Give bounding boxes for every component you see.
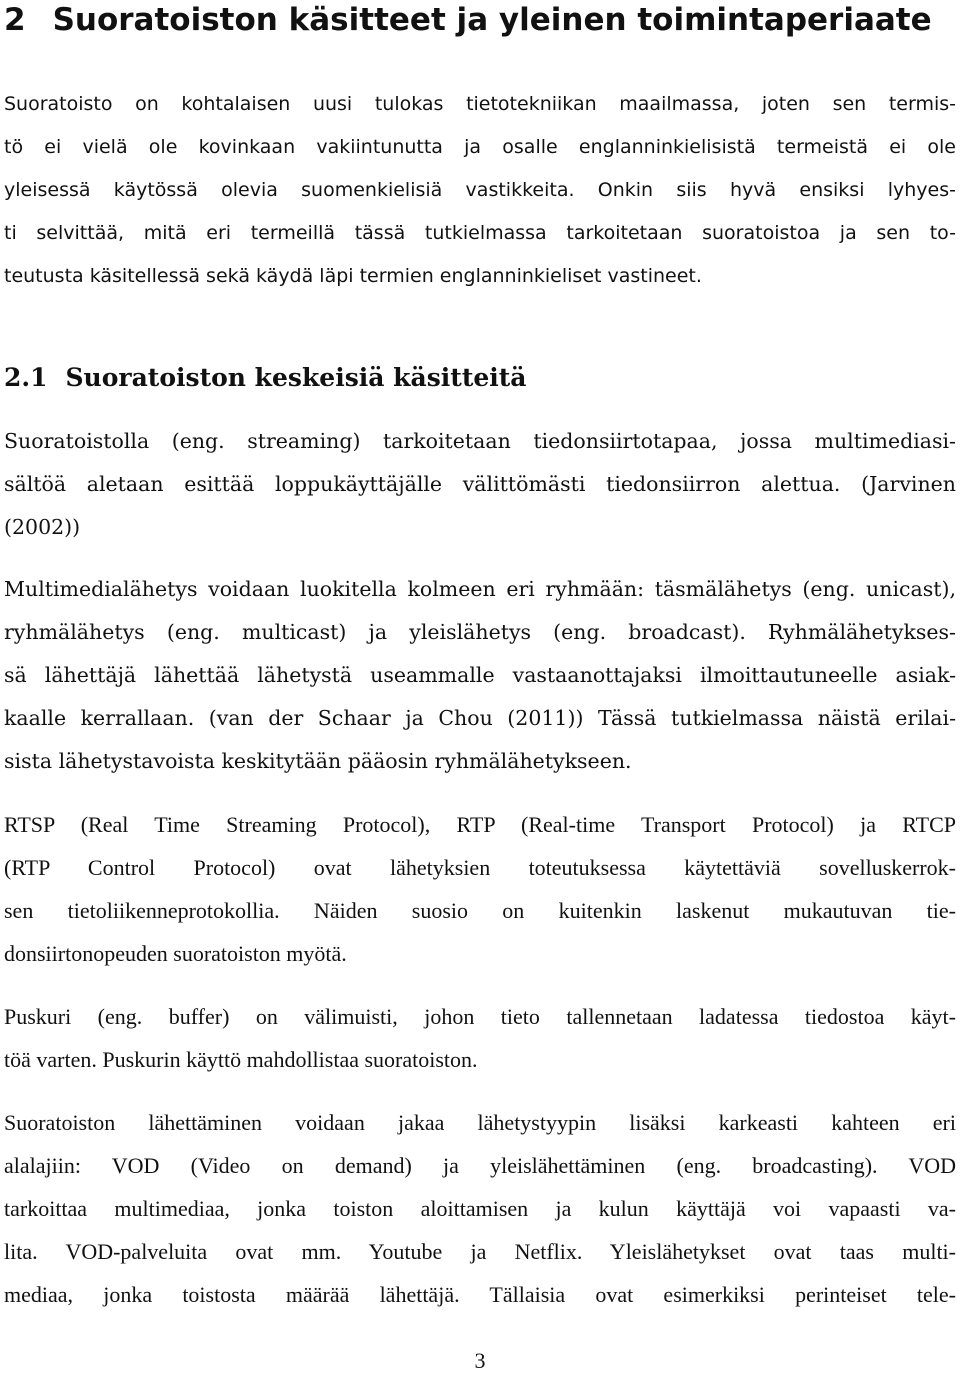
text-line: tarkoittaa multimediaa, jonka toiston aloittamisen ja kulun käyttäjä voi vapaasti va- — [4, 1196, 956, 1221]
text-line: RTSP (Real Time Streaming Protocol), RTP (Real-time Transport Protocol) ja RTCP — [4, 812, 956, 837]
paragraph-vod — [4, 1101, 956, 1316]
text-line: (2002)) — [4, 515, 81, 539]
section-heading — [4, 358, 527, 398]
text-line: sista lähetystavoista keskitytään pääosin ryhmälähetykseen. — [4, 749, 632, 773]
text-line: töä varten. Puskurin käyttö mahdollistaa suoratoiston. — [4, 1047, 478, 1072]
text-line: Suoratoisto on kohtalaisen uusi tulokas tietotekniikan maailmassa, joten sen termis- — [4, 93, 956, 115]
text-line: Suoratoistolla (eng. streaming) tarkoitetaan tiedonsiirtotapaa, jossa multimediasi- — [4, 429, 956, 453]
paragraph-buffer — [4, 995, 956, 1081]
text-line: sä lähettäjä lähettää lähetystä useammalle vastaanottajaksi ilmoittautuneelle asiak- — [4, 663, 956, 687]
text-line: ryhmälähetys (eng. multicast) ja yleislähetys (eng. broadcast). Ryhmälähetykses- — [4, 620, 956, 644]
paragraph-streaming — [4, 420, 956, 549]
chapter-heading — [4, 0, 956, 40]
chapter-title: Suoratoiston käsitteet ja yleinen toimintaperiaate — [52, 2, 932, 38]
paragraph-multicast — [4, 568, 956, 783]
text-line: sältöä aletaan esittää loppukäyttäjälle välittömästi tiedonsiirron alettua. (Jarvinen — [4, 472, 956, 496]
text-line: tö ei vielä ole kovinkaan vakiintunutta ja osalle englanninkielisistä termeistä ei ole — [4, 136, 956, 158]
text-line: donsiirtonopeuden suoratoiston myötä. — [4, 941, 347, 966]
page-number: 3 — [474, 1348, 486, 1373]
text-line: Multimedialähetys voidaan luokitella kolmeen eri ryhmään: täsmälähetys (eng. unicast), — [4, 577, 956, 601]
text-line: teutusta käsitellessä sekä käydä läpi termien englanninkieliset vastineet. — [4, 265, 702, 287]
text-line: sen tietoliikenneprotokollia. Näiden suosio on kuitenkin laskenut mukautuvan tie- — [4, 898, 956, 923]
text-line: ti selvittää, mitä eri termeillä tässä tutkielmassa tarkoitetaan suoratoistoa ja sen to- — [4, 222, 956, 244]
section-title: Suoratoiston keskeisiä käsitteitä — [65, 363, 527, 392]
text-line: yleisessä käytössä olevia suomenkielisiä vastikkeita. Onkin siis hyvä ensiksi lyhyes- — [4, 179, 956, 201]
text-line: mediaa, jonka toistosta määrää lähettäjä. Tällaisia ovat esimerkiksi perinteiset tele- — [4, 1282, 956, 1307]
text-line: lita. VOD-palveluita ovat mm. Youtube ja Netflix. Yleislähetykset ovat taas multi- — [4, 1239, 956, 1264]
text-line: (RTP Control Protocol) ovat lähetyksien toteutuksessa käytettäviä sovelluskerrok- — [4, 855, 956, 880]
text-line: Suoratoiston lähettäminen voidaan jakaa lähetystyypin lisäksi karkeasti kahteen eri — [4, 1110, 956, 1135]
intro-paragraph — [4, 83, 956, 298]
section-number: 2.1 — [4, 363, 48, 392]
paragraph-protocols — [4, 803, 956, 975]
text-line: kaalle kerrallaan. (van der Schaar ja Chou (2011)) Tässä tutkielmassa näistä erilai- — [4, 706, 956, 730]
text-line: Puskuri (eng. buffer) on välimuisti, johon tieto tallennetaan ladatessa tiedostoa käyt- — [4, 1004, 956, 1029]
text-line: alalajiin: VOD (Video on demand) ja yleislähettäminen (eng. broadcasting). VOD — [4, 1153, 956, 1178]
chapter-number: 2 — [4, 2, 26, 38]
